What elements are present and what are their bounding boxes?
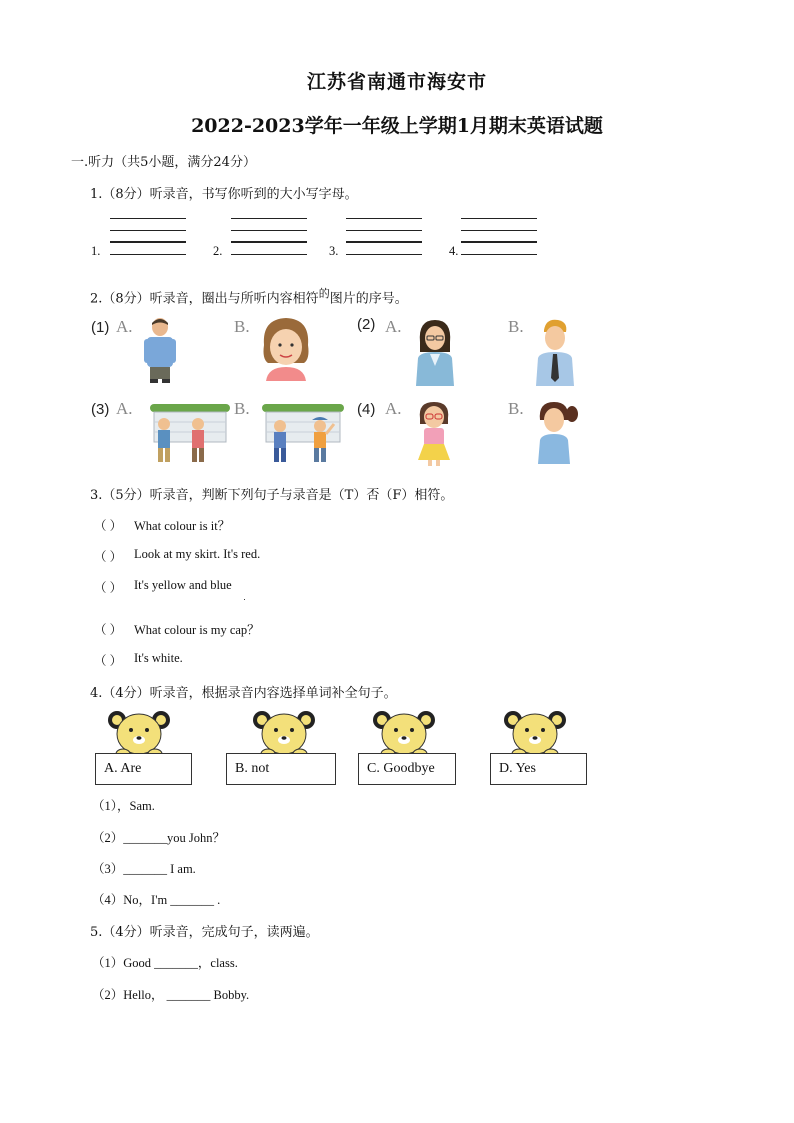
two-kids-waving-image (262, 400, 344, 466)
q1-item-number: 2. (213, 244, 223, 258)
page-subtitle: 2022-2023学年一年级上学期1月期末英语试题 (191, 115, 603, 137)
answer-parentheses[interactable]: （ ） (94, 623, 123, 637)
word-card-are: A. Are (95, 753, 192, 785)
q1-item-number: 3. (329, 244, 339, 258)
word-card-goodbye: C. Goodbye (358, 753, 456, 785)
fill-in-sentence: （1），Sam. (92, 799, 155, 813)
option-b-label: B. (234, 399, 250, 418)
question-2-text: 2.（8分）听录音，圈出与所听内容相符$^的$图片的序号。 (90, 287, 408, 307)
sentence-text: Look at my skirt. It's red. (134, 547, 261, 561)
fill-in-sentence: （4）No，I'm _______ . (92, 893, 221, 907)
question-1-text: 1.（8分）听录音，书写你听到的大小写字母。 (90, 187, 358, 202)
girl-in-skirt-image (410, 400, 458, 468)
fill-in-sentence: （3）_______ I am. (92, 862, 196, 876)
woman-face-image (258, 315, 314, 381)
q2-item-number: (3) (91, 401, 110, 418)
q1-item-number: 1. (91, 244, 101, 258)
option-a-label: A. (385, 399, 402, 418)
q2-item-number: (4) (357, 401, 376, 418)
sentence-text: What colour is my cap？ (134, 623, 260, 637)
woman-in-jacket-image (412, 318, 458, 386)
option-a-label: A. (116, 399, 133, 418)
fill-in-sentence: （1）Good _______，class. (92, 956, 238, 970)
sentence-text: It's white. (134, 651, 183, 665)
section-heading: 一.听力（共5小题，满分24分） (71, 155, 256, 170)
question-4-text: 4.（4分）听录音，根据录音内容选择单词补全句子。 (90, 686, 397, 701)
option-a-label: A. (385, 317, 402, 336)
answer-parentheses[interactable]: （ ） (94, 550, 123, 564)
option-b-label: B. (508, 399, 524, 418)
word-card-yes: D. Yes (490, 753, 587, 785)
man-in-blue-shirt-image (140, 315, 182, 387)
q2-item-number: (2) (357, 316, 376, 333)
word-card-not: B. not (226, 753, 336, 785)
man-with-tie-image (532, 318, 578, 386)
option-b-label: B. (508, 317, 524, 336)
sentence-text: It's yellow and blue (134, 578, 232, 592)
question-3-text: 3.（5分）听录音，判断下列句子与录音是（T）否（F）相符。 (90, 488, 454, 503)
page-title: 江苏省南通市海安市 (306, 71, 487, 93)
two-kids-by-wall-image (150, 400, 230, 466)
option-b-label: B. (234, 317, 250, 336)
q1-item-number: 4. (449, 244, 459, 258)
answer-parentheses[interactable]: （ ） (94, 519, 123, 533)
fill-in-sentence: （2）Hello， _______ Bobby. (92, 988, 250, 1002)
fill-in-sentence: （2）_______you John？ (92, 831, 225, 845)
answer-parentheses[interactable]: （ ） (94, 654, 123, 668)
answer-parentheses[interactable]: （ ） (94, 581, 123, 595)
option-a-label: A. (116, 317, 133, 336)
q2-item-number: (1) (91, 319, 110, 336)
question-5-text: 5.（4分）听录音，完成句子，读两遍。 (90, 925, 319, 940)
girl-with-ponytail-image (532, 400, 578, 468)
sentence-text: What colour is it？ (134, 519, 231, 533)
